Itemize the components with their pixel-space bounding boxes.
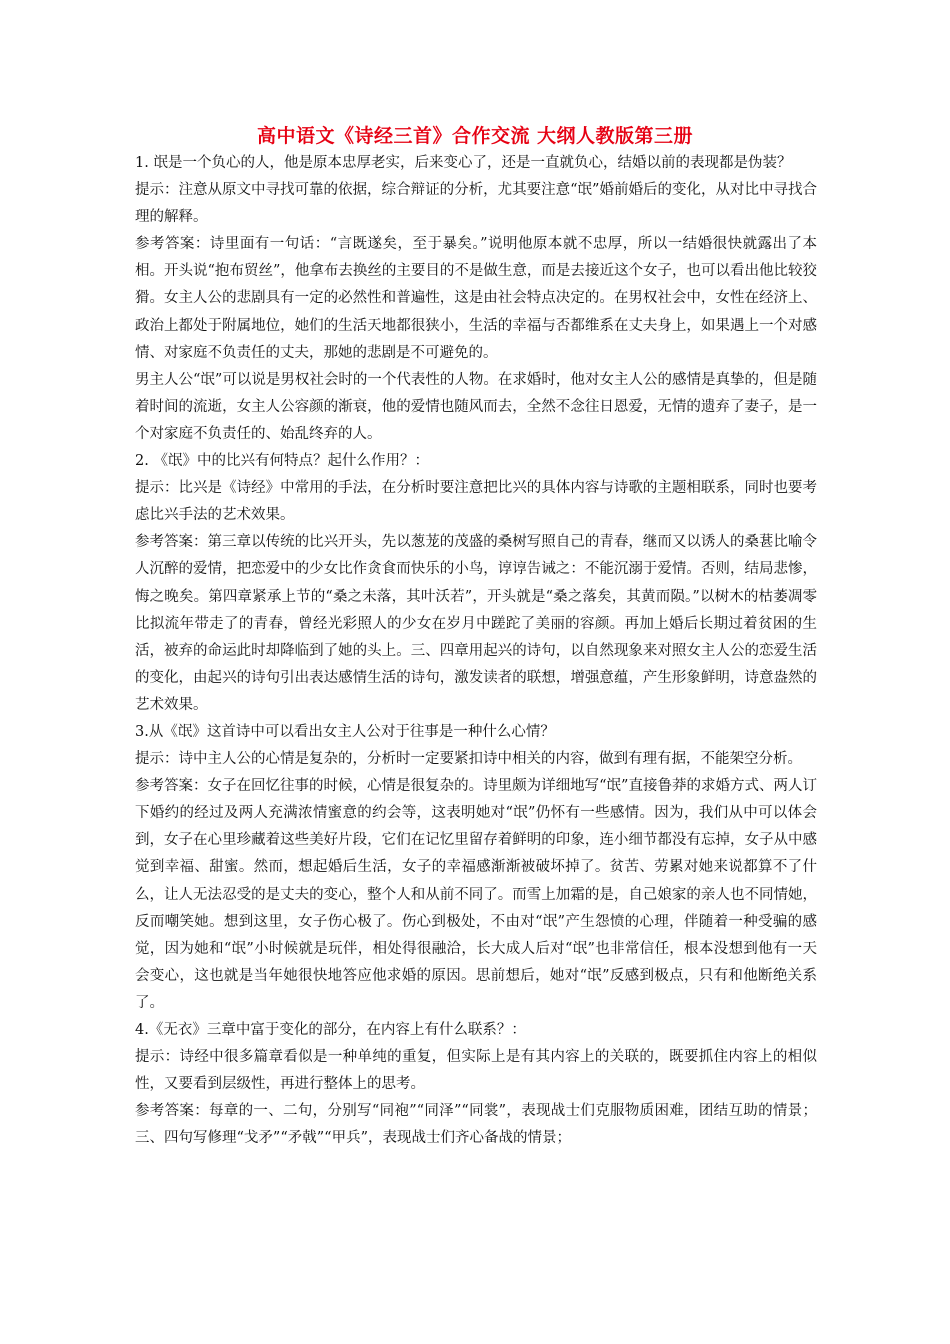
hint-4: 提示：诗经中很多篇章看似是一种单纯的重复，但实际上是有其内容上的关联的，既要抓住内容上的相似性，又要看到层级性，再进行整体上的思考。 — [135, 1049, 817, 1093]
question-4: 4.《无衣》三章中富于变化的部分，在内容上有什么联系？： — [135, 1022, 526, 1038]
question-2: 2. 《氓》中的比兴有何特点？起什么作用？： — [135, 453, 429, 470]
document-body — [135, 150, 817, 1152]
answer-3: 参考答案：女子在回忆往事的时候，心情是很复杂的。诗里颇为详细地写“氓”直接鲁莽的求婚方式、两人订下婚约的经过及两人充满浓情蜜意的约会等，这表明她对“氓”仍怀有一些感情。因为，我们从中可以体会到，女子在心里珍藏着这些美好片段，它们在记忆里留存着鲜明的印象，连小细节都没有忘掉，女子从中感觉到幸福、甜蜜。然而，想起婚后生活，女子的幸福感渐渐被破坏掉了。贫苦、劳累对她来说都算不了什么，让人无法忍受的是丈夫的变心，整个人和从前不同了。而雪上加霜的是，自己娘家的亲人也不同情她，反而嘲笑她。想到这里，女子伤心极了。伤心到极处，不由对“氓”产生怨愤的心理，伴随着一种受骗的感觉，因为她和“氓”小时候就是玩伴，相处得很融洽，长大成人后对“氓”也非常信任，根本没想到他有一天会变心，这也就是当年她很快地答应他求婚的原因。思前想后，她对“氓”反感到极点，只有和他断绝关系了。 — [135, 778, 817, 1011]
hint-2: 提示：比兴是《诗经》中常用的手法，在分析时要注意把比兴的具体内容与诗歌的主题相联系，同时也要考虑比兴手法的艺术效果。 — [135, 480, 817, 524]
answer-1: 参考答案：诗里面有一句话：“言既遂矣，至于暴矣。”说明他原本就不忠厚，所以一结婚很快就露出了本相。开头说“抱布贸丝”，他拿布去换丝的主要目的不是做生意，而是去接近这个女子，也可以看出他比较狡猾。女主人公的悲剧具有一定的必然性和普遍性，这是由社会特点决定的。在男权社会中，女性在经济上、政治上都处于附属地位，她们的生活天地都很狭小，生活的幸福与否都维系在丈夫身上，如果遇上一个对感情、对家庭不负责任的丈夫，那她的悲剧是不可避免的。 — [135, 236, 817, 361]
answer-2: 参考答案：第三章以传统的比兴开头，先以葱茏的茂盛的桑树写照自己的青春，继而又以诱人的桑葚比喻令人沉醉的爱情，把恋爱中的少女比作贪食而快乐的小鸟，谆谆告诫之：不能沉溺于爱情。否则，结局悲惨，悔之晚矣。第四章紧承上节的“桑之未落，其叶沃若”，开头就是“桑之落矣，其黄而陨。”以树木的枯萎凋零比拟流年带走了的青春，曾经光彩照人的少女在岁月中蹉跎了美丽的容颜。再加上婚后长期过着贫困的生活，被弃的命运此时却降临到了她的头上。三、四章用起兴的诗句，以自然现象来对照女主人公的恋爱生活的变化，由起兴的诗句引出表达感情生活的诗句，激发读者的联想，增强意蕴，产生形象鲜明，诗意盎然的艺术效果。 — [135, 534, 817, 713]
question-1: 1. 氓是一个负心的人，他是原本忠厚老实，后来变心了，还是一直就负心，结婚以前的表现都是伪装？ — [135, 155, 792, 171]
answer-4: 参考答案：每章的一、二句，分别写“同袍”“同泽”“同裳”，表现战士们克服物质困难，团结互助的情景；三、四句写修理“戈矛”“矛戟”“甲兵”，表现战士们齐心备战的情景； — [135, 1103, 817, 1147]
answer-1-continued: 男主人公“氓”可以说是男权社会时的一个代表性的人物。在求婚时，他对女主人公的感情是真挚的，但是随着时间的流逝，女主人公容颜的渐衰，他的爱情也随风而去，全然不念往日恩爱，无情的遗弃了妻子，是一个对家庭不负责任的、始乱终弃的人。 — [135, 371, 817, 442]
hint-3: 提示：诗中主人公的心情是复杂的，分析时一定要紧扣诗中相关的内容，做到有理有据，不能架空分析。 — [135, 751, 802, 768]
question-3: 3.从《氓》这首诗中可以看出女主人公对于往事是一种什么心情？ — [135, 723, 555, 740]
document-title: 高中语文《诗经三首》合作交流 大纲人教版第三册 — [256, 125, 694, 147]
hint-1: 提示：注意从原文中寻找可靠的依据，综合辩证的分析，尤其要注意“氓”婚前婚后的变化，从对比中寻找合理的解释。 — [135, 182, 817, 226]
